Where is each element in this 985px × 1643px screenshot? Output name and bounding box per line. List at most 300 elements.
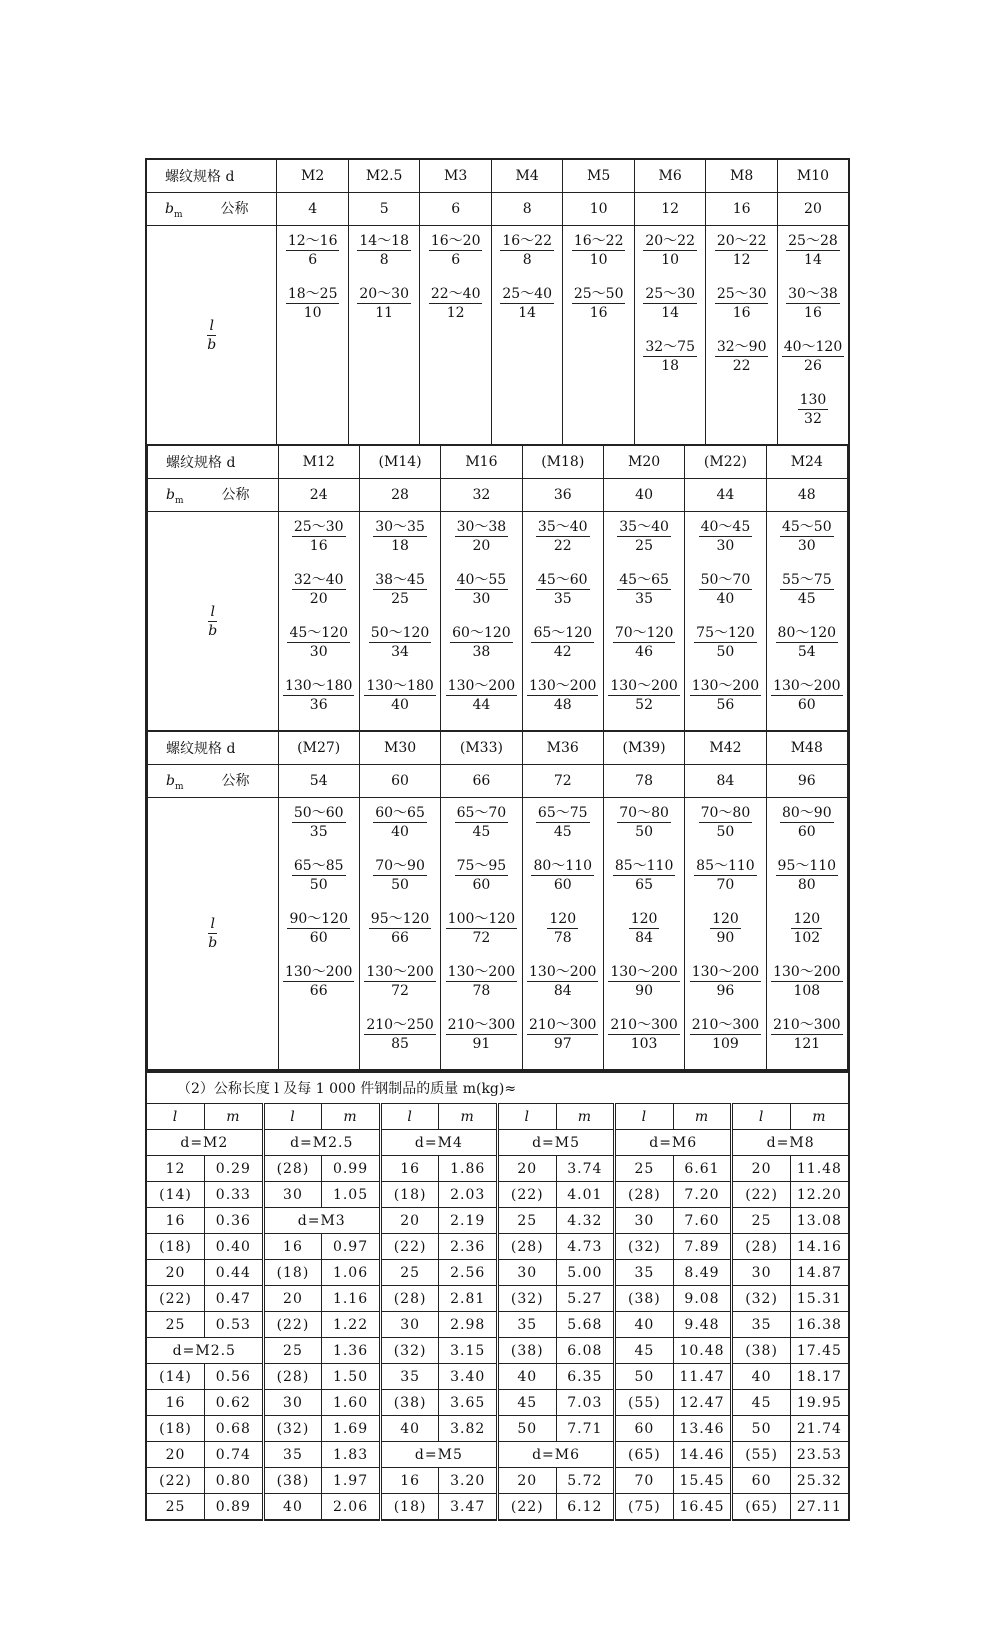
length-value: 16 <box>380 1468 439 1494</box>
l-header: l <box>380 1104 439 1130</box>
thread-length: 6 <box>451 252 461 268</box>
length-range: 60～65 <box>375 805 425 821</box>
mass-value: 7.89 <box>673 1234 732 1260</box>
lb-fraction <box>208 603 217 640</box>
spec-cell: (M22) <box>685 446 766 479</box>
thread-length: 10 <box>303 305 322 321</box>
spec-cell: M20 <box>603 446 684 479</box>
lb-cell <box>522 798 603 1070</box>
thread-length: 60 <box>309 930 328 946</box>
thread-length: 50 <box>309 877 328 893</box>
thread-length: 40 <box>716 591 735 607</box>
section2-table <box>147 445 848 731</box>
thread-length: 84 <box>635 930 653 946</box>
length-range: 65～85 <box>293 858 344 874</box>
mass-value: 3.65 <box>439 1390 498 1416</box>
length-range: 130～200 <box>773 964 841 980</box>
lb-cell <box>278 512 359 731</box>
l-header: l <box>146 1104 205 1130</box>
length-range: 25～30 <box>293 519 344 535</box>
length-fraction <box>710 910 741 947</box>
length-fraction <box>617 804 671 841</box>
thread-length: 30 <box>797 538 816 554</box>
length-fraction <box>643 232 697 269</box>
length-fraction <box>771 963 842 1000</box>
length-fraction <box>798 391 829 428</box>
m-header: m <box>322 1104 381 1130</box>
l-header: l <box>615 1104 674 1130</box>
length-fraction <box>429 285 483 322</box>
mass-value: 3.47 <box>439 1494 498 1521</box>
length-value: 16 <box>146 1390 205 1416</box>
lb-cell <box>348 226 420 445</box>
spec-cell: M4 <box>491 159 563 193</box>
mass-value: 6.08 <box>556 1338 615 1364</box>
thread-length: 10 <box>661 252 680 268</box>
length-range: 65～75 <box>537 805 588 821</box>
length-fraction <box>547 910 578 947</box>
length-value: 25 <box>497 1208 556 1234</box>
length-value: 40 <box>263 1494 322 1521</box>
length-value: 35 <box>615 1260 674 1286</box>
length-fraction <box>629 910 660 947</box>
length-value: (18) <box>146 1234 205 1260</box>
length-fraction <box>500 285 554 322</box>
length-range: 130～200 <box>529 678 597 694</box>
length-value: 30 <box>615 1208 674 1234</box>
length-range: 20～30 <box>359 286 409 302</box>
lb-cell <box>603 798 684 1070</box>
mass-value: 16.45 <box>673 1494 732 1521</box>
mass-value: 1.69 <box>322 1416 381 1442</box>
mass-value: 0.97 <box>322 1234 381 1260</box>
thread-length: 60 <box>797 824 816 840</box>
spec-cell: M42 <box>685 732 766 765</box>
thread-length: 35 <box>553 591 572 607</box>
thread-length: 45 <box>472 824 491 840</box>
mass-row <box>146 1234 849 1260</box>
length-value: 30 <box>263 1390 322 1416</box>
length-value: 20 <box>497 1156 556 1182</box>
length-range: 25～30 <box>645 286 695 302</box>
length-value: (28) <box>380 1286 439 1312</box>
thread-length: 34 <box>391 644 409 660</box>
length-fraction <box>369 624 432 661</box>
thread-length: 30 <box>716 538 735 554</box>
mass-value: 1.05 <box>322 1182 381 1208</box>
length-fraction <box>450 624 513 661</box>
length-fraction <box>286 232 340 269</box>
length-fraction <box>694 624 757 661</box>
length-fraction <box>283 677 354 714</box>
length-range: 120 <box>793 911 821 927</box>
bm-cell: 96 <box>766 765 847 798</box>
length-value: 20 <box>732 1156 791 1182</box>
length-range: 45～60 <box>537 572 588 588</box>
bm-cell: 28 <box>359 479 440 512</box>
b-symbol: b <box>207 336 217 353</box>
length-value: (28) <box>263 1364 322 1390</box>
m-header: m <box>205 1104 264 1130</box>
thread-length: 102 <box>793 930 821 946</box>
lb-cell <box>603 512 684 731</box>
section2-bm-row <box>148 479 848 512</box>
bm-cell: 44 <box>685 479 766 512</box>
lb-label <box>146 226 277 445</box>
length-range: 38～45 <box>375 572 425 588</box>
length-range: 120 <box>549 911 577 927</box>
length-value: (22) <box>380 1234 439 1260</box>
l-symbol: l <box>208 603 217 622</box>
length-range: 120 <box>630 911 658 927</box>
length-value: 50 <box>732 1416 791 1442</box>
length-range: 130～200 <box>529 964 597 980</box>
thread-length: 50 <box>716 644 735 660</box>
length-value: (22) <box>497 1494 556 1521</box>
mass-value: 3.74 <box>556 1156 615 1182</box>
mass-value: 25.32 <box>790 1468 849 1494</box>
bm-cell: 84 <box>685 765 766 798</box>
bm-cell: 66 <box>441 765 522 798</box>
mass-value: 0.44 <box>205 1260 264 1286</box>
mass-value: 17.45 <box>790 1338 849 1364</box>
length-range: 120 <box>712 911 739 927</box>
bm-cell: 24 <box>278 479 359 512</box>
mass-value: 6.12 <box>556 1494 615 1521</box>
thread-length: 16 <box>804 305 822 321</box>
thread-length: 60 <box>797 697 816 713</box>
spec-cell: M6 <box>634 159 706 193</box>
mass-value: 5.00 <box>556 1260 615 1286</box>
spec-cell: (M39) <box>603 732 684 765</box>
thread-length: 16 <box>732 305 751 321</box>
length-value: 40 <box>615 1312 674 1338</box>
length-range: 25～28 <box>788 233 838 249</box>
length-fraction <box>780 571 834 608</box>
mass-row <box>146 1182 849 1208</box>
mass-value: 1.06 <box>322 1260 381 1286</box>
length-fraction <box>715 338 769 375</box>
length-value: 25 <box>380 1260 439 1286</box>
bm-cell: 8 <box>491 193 563 226</box>
spec-cell: M36 <box>522 732 603 765</box>
length-value: 20 <box>146 1442 205 1468</box>
length-value: 25 <box>732 1208 791 1234</box>
length-range: 130～180 <box>366 678 434 694</box>
thread-length: 32 <box>804 411 822 427</box>
length-range: 32～90 <box>716 339 767 355</box>
length-value: (55) <box>732 1442 791 1468</box>
length-fraction <box>643 285 697 322</box>
mass-value: 1.16 <box>322 1286 381 1312</box>
mass-value: 0.68 <box>205 1416 264 1442</box>
length-value: (22) <box>497 1182 556 1208</box>
length-value: (18) <box>146 1416 205 1442</box>
section1-bm-row <box>146 193 849 226</box>
thread-length: 108 <box>793 983 821 999</box>
length-range: 45～65 <box>619 572 669 588</box>
length-value: 25 <box>146 1494 205 1521</box>
mass-value: 5.72 <box>556 1468 615 1494</box>
length-fraction <box>536 571 590 608</box>
thread-length: 46 <box>635 644 653 660</box>
spec-cell: M16 <box>441 446 522 479</box>
length-fraction <box>364 1016 435 1053</box>
length-fraction <box>715 285 769 322</box>
mass-header-row <box>146 1104 849 1130</box>
length-fraction <box>572 285 626 322</box>
length-value: (14) <box>146 1364 205 1390</box>
size-group-label: d=M6 <box>497 1442 614 1468</box>
mass-value: 7.03 <box>556 1390 615 1416</box>
mass-value: 0.89 <box>205 1494 264 1521</box>
thread-length: 66 <box>391 930 409 946</box>
length-fraction <box>782 338 845 375</box>
length-value: 20 <box>380 1208 439 1234</box>
length-range: 80～120 <box>777 625 837 641</box>
length-value: (28) <box>497 1234 556 1260</box>
length-fraction <box>617 571 671 608</box>
thread-length: 42 <box>553 644 572 660</box>
spec-cell: (M27) <box>278 732 359 765</box>
length-value: (55) <box>615 1390 674 1416</box>
length-range: 130～200 <box>610 678 678 694</box>
mass-row <box>146 1156 849 1182</box>
length-value: (32) <box>263 1416 322 1442</box>
length-fraction <box>690 677 761 714</box>
mass-value: 23.53 <box>790 1442 849 1468</box>
length-fraction <box>455 804 509 841</box>
mass-row <box>146 1312 849 1338</box>
length-range: 70～80 <box>619 805 669 821</box>
bm-symbol: $b_m$ <box>166 773 184 792</box>
length-value: 30 <box>732 1260 791 1286</box>
thread-length: 18 <box>391 538 409 554</box>
bm-cell: 36 <box>522 479 603 512</box>
length-fraction <box>369 910 432 947</box>
length-value: 25 <box>615 1156 674 1182</box>
length-value: 35 <box>263 1442 322 1468</box>
bm-cell: 20 <box>777 193 849 226</box>
length-range: 95～110 <box>777 858 837 874</box>
length-range: 80～110 <box>533 858 593 874</box>
mass-value: 2.98 <box>439 1312 498 1338</box>
thread-length: 54 <box>797 644 816 660</box>
m-header: m <box>556 1104 615 1130</box>
mass-row <box>146 1416 849 1442</box>
l-symbol: l <box>207 317 216 336</box>
mass-value: 0.47 <box>205 1286 264 1312</box>
length-value: 20 <box>497 1468 556 1494</box>
length-fraction <box>446 910 517 947</box>
length-value: 30 <box>263 1182 322 1208</box>
length-range: 210～300 <box>529 1017 597 1033</box>
length-value: (22) <box>732 1182 791 1208</box>
length-fraction <box>292 518 346 555</box>
bm-cell: 12 <box>634 193 706 226</box>
bm-cell: 16 <box>706 193 778 226</box>
bm-cell: 78 <box>603 765 684 798</box>
section2-wrapper <box>146 445 849 732</box>
thread-length: 103 <box>630 1036 658 1052</box>
length-range: 60～120 <box>452 625 511 641</box>
mass-value: 1.86 <box>439 1156 498 1182</box>
mass-value: 0.56 <box>205 1364 264 1390</box>
lb-cell <box>277 226 349 445</box>
mass-value: 13.46 <box>673 1416 732 1442</box>
length-value: (18) <box>263 1260 322 1286</box>
thread-length: 10 <box>589 252 608 268</box>
length-fraction <box>373 518 427 555</box>
length-fraction <box>286 285 340 322</box>
length-value: (28) <box>732 1234 791 1260</box>
length-fraction <box>613 624 676 661</box>
spec-cell: M2.5 <box>348 159 420 193</box>
length-range: 50～70 <box>700 572 751 588</box>
mass-value: 19.95 <box>790 1390 849 1416</box>
length-range: 210～250 <box>366 1017 434 1033</box>
thread-length: 35 <box>309 824 328 840</box>
length-fraction <box>536 518 590 555</box>
length-range: 130～200 <box>691 964 760 980</box>
mass-value: 4.73 <box>556 1234 615 1260</box>
length-range: 45～120 <box>289 625 348 641</box>
thread-length: 78 <box>472 983 491 999</box>
length-value: (32) <box>732 1286 791 1312</box>
bm-cell: 54 <box>278 765 359 798</box>
length-range: 35～40 <box>619 519 669 535</box>
length-fraction <box>699 804 753 841</box>
length-range: 35～40 <box>537 519 588 535</box>
mass-row <box>146 1208 849 1234</box>
thread-length: 20 <box>309 591 328 607</box>
thread-length: 90 <box>716 930 735 946</box>
mass-value: 10.48 <box>673 1338 732 1364</box>
length-fraction <box>446 963 517 1000</box>
section3-lb-row <box>148 798 848 1070</box>
length-value: 70 <box>615 1468 674 1494</box>
length-range: 40～55 <box>456 572 507 588</box>
mass-row <box>146 1286 849 1312</box>
mass-value: 11.47 <box>673 1364 732 1390</box>
nominal-label: 公称 <box>221 487 250 504</box>
bm-cell: 4 <box>277 193 349 226</box>
mass-value: 9.08 <box>673 1286 732 1312</box>
length-range: 32～75 <box>645 339 695 355</box>
thread-length: 40 <box>391 697 409 713</box>
length-range: 14～18 <box>359 233 409 249</box>
length-range: 95～120 <box>370 911 430 927</box>
length-fraction <box>771 1016 842 1053</box>
length-fraction <box>283 963 354 1000</box>
length-fraction <box>455 518 509 555</box>
spec-cell: (M14) <box>359 446 440 479</box>
thread-length: 109 <box>712 1036 739 1052</box>
length-fraction <box>699 571 753 608</box>
nominal-label: 公称 <box>221 773 250 790</box>
length-value: (75) <box>615 1494 674 1521</box>
length-fraction <box>780 804 834 841</box>
length-range: 40～45 <box>700 519 751 535</box>
length-fraction <box>715 232 769 269</box>
bm-cell: 72 <box>522 765 603 798</box>
length-value: (32) <box>497 1286 556 1312</box>
mass-value: 4.01 <box>556 1182 615 1208</box>
bm-symbol: $b_m$ <box>165 201 183 220</box>
lb-cell <box>563 226 635 445</box>
length-range: 130～200 <box>284 964 353 980</box>
length-range: 100～120 <box>447 911 516 927</box>
length-value: 30 <box>497 1260 556 1286</box>
length-fraction <box>287 910 350 947</box>
length-fraction <box>357 285 411 322</box>
mass-value: 11.48 <box>790 1156 849 1182</box>
thread-length: 30 <box>309 644 328 660</box>
thread-length: 14 <box>661 305 680 321</box>
length-value: 35 <box>497 1312 556 1338</box>
mass-value: 12.47 <box>673 1390 732 1416</box>
thread-length: 22 <box>732 358 751 374</box>
bm-label <box>148 765 279 798</box>
thread-length: 36 <box>309 697 328 713</box>
lb-cell <box>766 512 847 731</box>
lb-cell <box>522 512 603 731</box>
mass-value: 4.32 <box>556 1208 615 1234</box>
length-range: 16～22 <box>502 233 552 249</box>
length-value: 25 <box>146 1312 205 1338</box>
bm-label <box>146 193 277 226</box>
length-range: 32～40 <box>293 572 344 588</box>
thread-length: 11 <box>375 305 394 321</box>
mass-value: 7.71 <box>556 1416 615 1442</box>
length-range: 210～300 <box>773 1017 841 1033</box>
mass-value: 0.33 <box>205 1182 264 1208</box>
length-value: (65) <box>615 1442 674 1468</box>
thread-length: 84 <box>553 983 572 999</box>
size-group-label: d=M2.5 <box>146 1338 263 1364</box>
length-fraction <box>780 518 834 555</box>
mass-value: 2.06 <box>322 1494 381 1521</box>
mass-value: 0.74 <box>205 1442 264 1468</box>
lb-cell <box>685 798 766 1070</box>
length-value: 20 <box>263 1286 322 1312</box>
mass-value: 1.50 <box>322 1364 381 1390</box>
size-group-label: d=M4 <box>380 1130 497 1156</box>
length-fraction <box>572 232 626 269</box>
lb-cell <box>420 226 492 445</box>
length-fraction <box>292 804 346 841</box>
spec-cell: M3 <box>420 159 492 193</box>
mass-value: 0.62 <box>205 1390 264 1416</box>
spec-cell: M10 <box>777 159 849 193</box>
length-fraction <box>536 804 590 841</box>
length-value: (65) <box>732 1494 791 1521</box>
length-fraction <box>690 1016 761 1053</box>
mass-value: 27.11 <box>790 1494 849 1521</box>
lb-cell <box>706 226 778 445</box>
size-group-label: d=M2 <box>146 1130 263 1156</box>
spec-cell: (M18) <box>522 446 603 479</box>
length-value: 25 <box>263 1338 322 1364</box>
mass-value: 14.46 <box>673 1442 732 1468</box>
length-range: 130～200 <box>447 678 516 694</box>
length-fraction <box>373 571 427 608</box>
lb-cell <box>685 512 766 731</box>
section3-spec-row <box>148 732 848 765</box>
length-value: (38) <box>732 1338 791 1364</box>
bm-symbol: $b_m$ <box>166 487 184 506</box>
thread-length: 16 <box>589 305 608 321</box>
